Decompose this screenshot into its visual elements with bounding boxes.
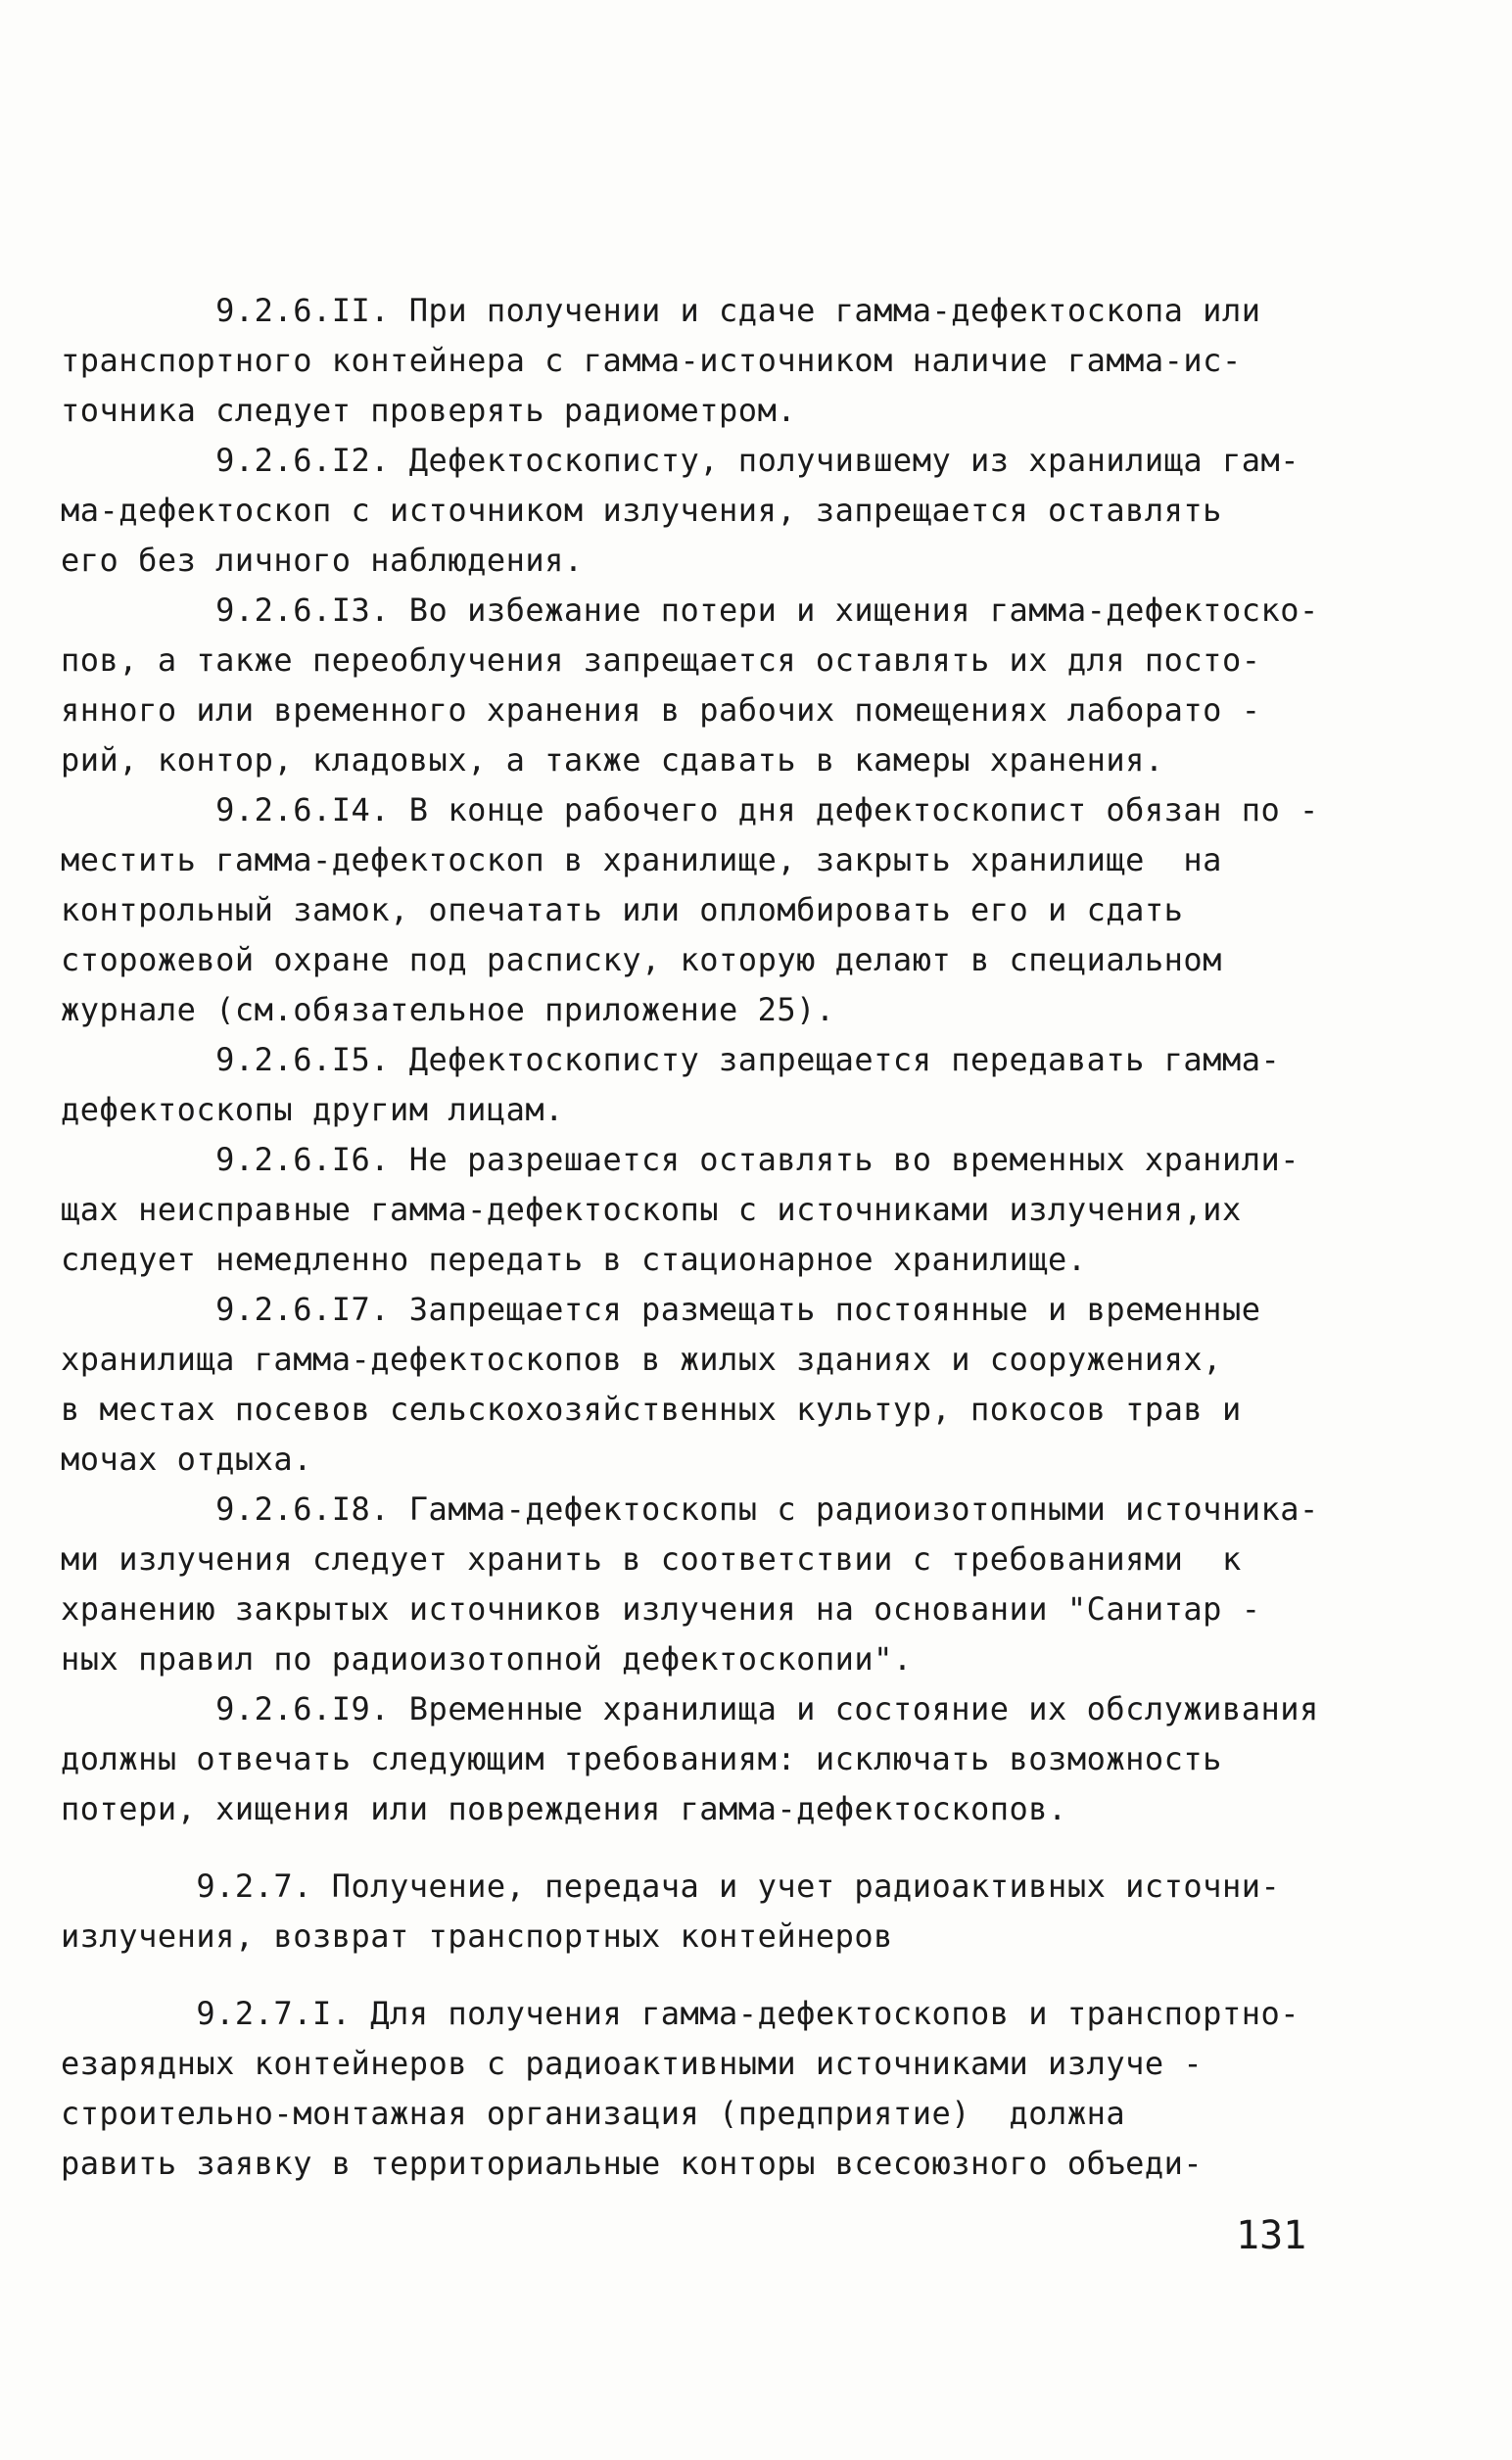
text-line: янного или временного хранения в рабочих помещениях лаборато - — [61, 691, 1261, 729]
text-line: 9.2.7.I. Для получения гамма-дефектоскопов и транспортно- — [61, 1995, 1299, 2032]
text-line: 9.2.6.I6. Не разрешается оставлять во временных хранили- — [61, 1141, 1299, 1178]
text-line: его без личного наблюдения. — [61, 542, 584, 579]
text-line: ми излучения следует хранить в соответствии с требованиями к — [61, 1540, 1242, 1578]
text-line: потери, хищения или повреждения гамма-дефектоскопов. — [61, 1790, 1067, 1827]
text-line: 9.2.6.I3. Во избежание потери и хищения гамма-дефектоско- — [61, 591, 1319, 629]
text-line: рий, контор, кладовых, а также сдавать в камеры хранения. — [61, 741, 1164, 779]
text-line: дефектоскопы другим лицам. — [61, 1091, 564, 1128]
text-line: в местах посевов сельскохозяйственных культур, покосов трав и — [61, 1391, 1242, 1428]
section-gap — [61, 1962, 1324, 1989]
text-line: следует немедленно передать в стационарное хранилище. — [61, 1241, 1087, 1278]
text-line: мочах отдыха. — [61, 1441, 312, 1478]
text-line: 9.2.6.II. При получении и сдаче гамма-дефектоскопа или — [61, 292, 1261, 329]
text-line: ных правил по радиоизотопной дефектоскопии". — [61, 1640, 913, 1678]
text-line: хранению закрытых источников излучения на основании "Санитар - — [61, 1590, 1261, 1628]
text-line: 9.2.6.I5. Дефектоскописту запрещается передавать гамма- — [61, 1041, 1281, 1078]
text-line: хранилища гамма-дефектоскопов в жилых зданиях и сооружениях, — [61, 1341, 1222, 1378]
text-line: 9.2.6.I4. В конце рабочего дня дефектоскопист обязан по - — [61, 791, 1319, 828]
page-number: 131 — [1236, 2213, 1307, 2258]
section-heading: излучения, возврат транспортных контейнеров — [61, 1917, 893, 1955]
text-line: должны отвечать следующим требованиям: исключать возможность — [61, 1740, 1222, 1777]
text-line: сторожевой охране под расписку, которую делают в специальном — [61, 941, 1222, 978]
text-line: пов, а также переоблучения запрещается оставлять их для посто- — [61, 641, 1261, 679]
text-line: 9.2.6.I9. Временные хранилища и состояние их обслуживания — [61, 1690, 1319, 1727]
section-gap — [61, 1834, 1324, 1862]
text-line: щах неисправные гамма-дефектоскопы с источниками излучения,их — [61, 1191, 1242, 1228]
section-heading: 9.2.7. Получение, передача и учет радиоактивных источни- — [61, 1868, 1281, 1905]
text-line: транспортного контейнера с гамма-источником наличие гамма-ис- — [61, 342, 1242, 379]
text-line: езарядных контейнеров с радиоактивными источниками излуче - — [61, 2045, 1204, 2082]
text-line: журнале (см.обязательное приложение 25). — [61, 991, 835, 1028]
text-line: местить гамма-дефектоскоп в хранилище, закрыть хранилище на — [61, 841, 1222, 878]
text-line: точника следует проверять радиометром. — [61, 392, 797, 429]
text-line: контрольный замок, опечатать или опломбировать его и сдать — [61, 891, 1184, 928]
text-line: 9.2.6.I8. Гамма-дефектоскопы с радиоизотопными источника- — [61, 1490, 1319, 1528]
text-line: 9.2.6.I2. Дефектоскописту, получившему из хранилища гам- — [61, 442, 1299, 479]
text-line: строительно-монтажная организация (предприятие) должна — [61, 2095, 1126, 2132]
text-line: равить заявку в территориальные конторы всесоюзного объеди- — [61, 2145, 1204, 2182]
text-line: ма-дефектоскоп с источником излучения, запрещается оставлять — [61, 492, 1222, 529]
document-body — [61, 286, 1324, 2189]
text-line: 9.2.6.I7. Запрещается размещать постоянные и временные — [61, 1291, 1261, 1328]
